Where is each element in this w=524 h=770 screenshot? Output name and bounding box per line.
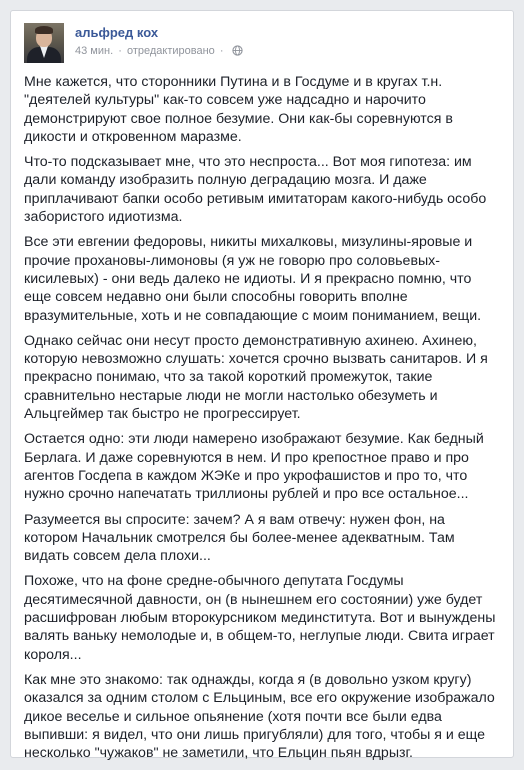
- post-paragraph: Остается одно: эти люди намерено изображают безумие. Как бедный Берлага. И даже соревнуются в нем. И про крепостное право и про агентов Госдепа в каждом ЖЭКе и про укрофашистов и про то, что нужно срочно напечатать триллионы рублей и про все остальное...: [24, 431, 484, 503]
- author-avatar[interactable]: [24, 23, 64, 63]
- post-card: [10, 10, 514, 762]
- avatar-hair: [35, 26, 53, 34]
- globe-icon[interactable]: [232, 45, 243, 60]
- post-header: [24, 23, 501, 63]
- post-paragraph: Похоже, что на фоне средне-обычного депутата Госдумы десятимесячной давности, он (в нынешнем его состоянии) уже будет расшифрован любым второкурсником мединститута. Вот и вынуждены валять ваньку немолодые и, в общем-то, неглупые люди. Свита играет короля...: [24, 573, 496, 663]
- post-meta: [75, 44, 243, 60]
- meta-separator: ·: [118, 45, 122, 57]
- post-paragraph: Однако сейчас они несут просто демонстративную ахинею. Ахинею, которую невозможно слушать: хочется срочно вызвать санитаров. И я прекрасно понимаю, что за такой короткий промежуток, такие сравнительно нестарые люди не могли настолько обезуметь и Альцгеймер так быстро не прогрессирует.: [24, 332, 488, 423]
- author-name-link[interactable]: альфред кох: [75, 25, 159, 40]
- post-paragraph: Все эти евгении федоровы, никиты михалковы, мизулины-яровые и прочие прохановы-лимоновы (я уж не говорю про соловьевых-кисилевых) - они ведь далеко не идиоты. И я прекрасно помню, что еще совсем недавно они были способны говорить вполне вразумительные, хоть и не совпадающие с моим пониманием, вещи.: [24, 234, 482, 324]
- post-paragraph: Как мне это знакомо: так однажды, когда я (в довольно узком кругу) оказался за одним столом с Ельциным, все его окружение изображало дикое веселье и сильное опьянение (хотя почти все были едва выпивши: я видел, что они лишь пригубляли) для того, чтобы я и еще несколько "чужаков" не заметили, что Ельцин пьян вдрызг.: [24, 671, 495, 762]
- post-paragraph: Разумеется вы спросите: зачем? А я вам отвечу: нужен фон, на котором Начальник смотрелся бы более-менее адекватным. Там видать совсем дела плохи...: [24, 511, 455, 565]
- post-timestamp-link[interactable]: 43 мин.: [75, 45, 114, 57]
- post-body: [24, 73, 502, 769]
- post-paragraph: Что-то подсказывает мне, что это неспроста... Вот моя гипотеза: им дали команду изобразить полную деградацию мозга. И даже приплачивают бапки особо ретивым имитаторам какого-нибудь особо забористого идиотизма.: [24, 154, 487, 226]
- post-paragraph: Мне кажется, что сторонники Путина и в Госдуме и в кругах т.н. "деятелей культуры" как-то совсем уже надсадно и нарочито демонстрируют свое полное безумие. Они как-бы соревнуются в дикости и откровенном маразме.: [24, 74, 453, 145]
- edited-link[interactable]: отредактировано: [126, 45, 215, 57]
- meta-separator-2: ·: [219, 45, 224, 57]
